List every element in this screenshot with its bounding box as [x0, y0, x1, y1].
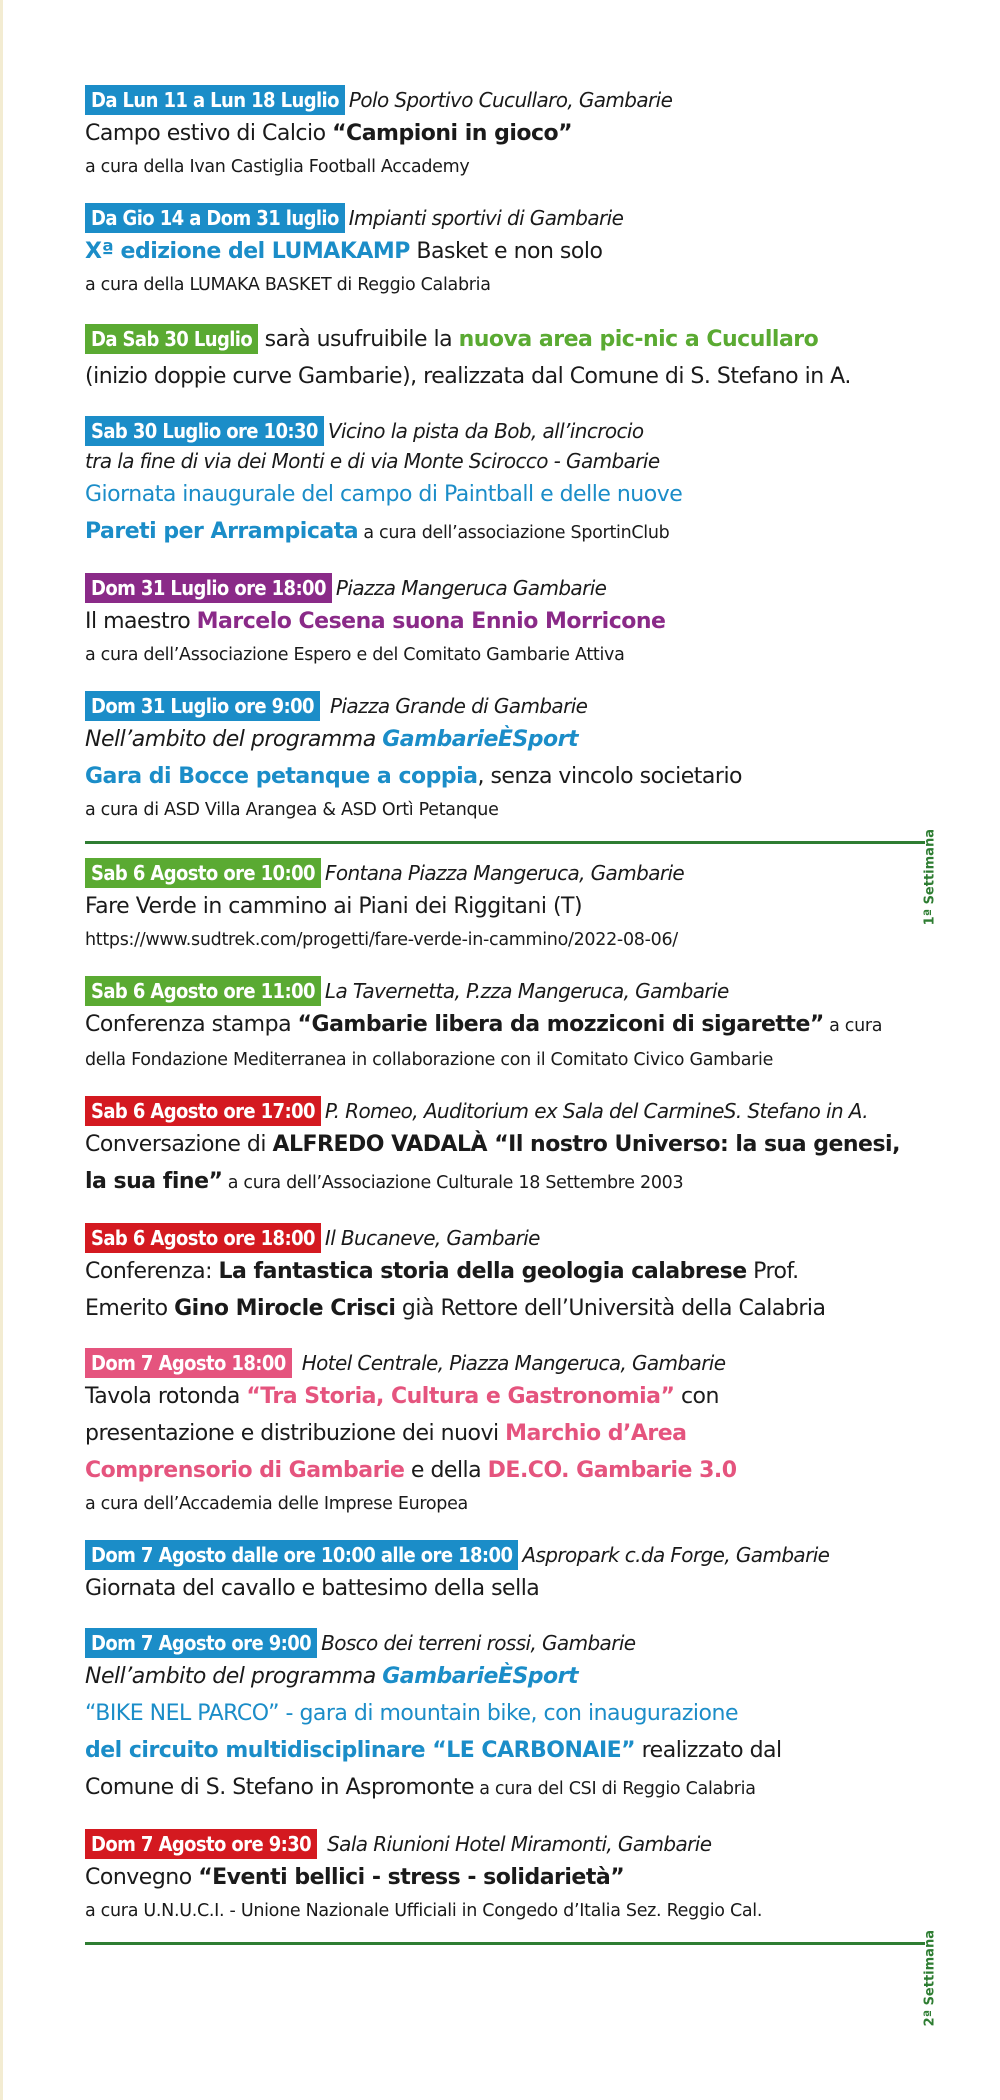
event-title: Xª edizione del LUMAKAMP	[85, 239, 410, 264]
event-text: Il maestro	[85, 609, 197, 634]
event-item	[85, 976, 925, 1075]
event-organizer: a cura dell’associazione SportinClub	[358, 523, 670, 543]
event-title: Giornata inaugurale del campo di Paintball e delle nuove	[85, 482, 683, 507]
event-location: Hotel Centrale, Piazza Mangeruca, Gambarie	[301, 1351, 726, 1375]
event-title: Gara di Bocce petanque a coppia	[85, 764, 478, 789]
event-text: realizzato dal	[635, 1738, 782, 1763]
event-title: ALFREDO VADALÀ “Il nostro Universo: la sua genesi,	[272, 1132, 900, 1157]
event-item	[85, 321, 925, 395]
week-label: 2ª Settimana	[922, 1930, 937, 2027]
event-location: Impianti sportivi di Gambarie	[348, 206, 624, 230]
event-item	[85, 416, 925, 552]
page-edge	[0, 0, 3, 2100]
event-date: Dom 7 Agosto 18:00	[85, 1348, 292, 1378]
program-name: GambarieÈSport	[382, 727, 579, 752]
event-organizer: a cura della LUMAKA BASKET di Reggio Calabria	[85, 275, 491, 295]
event-text: Nell’ambito del programma	[85, 727, 383, 752]
speaker-name: Gino Mirocle Crisci	[174, 1296, 396, 1321]
event-text: Prof.	[746, 1259, 799, 1284]
event-title: “Campioni in gioco”	[332, 121, 573, 146]
event-item	[85, 85, 925, 182]
event-text: Convegno	[85, 1865, 199, 1890]
event-item	[85, 573, 925, 670]
event-location: Fontana Piazza Mangeruca, Gambarie	[324, 861, 685, 885]
event-text: Conversazione di	[85, 1132, 273, 1157]
event-date: Sab 6 Agosto ore 17:00	[85, 1096, 321, 1126]
event-text: Emerito	[85, 1296, 175, 1321]
event-organizer: a cura U.N.U.C.I. - Unione Nazionale Ufficiali in Congedo d’Italia Sez. Reggio Cal.	[85, 1901, 763, 1921]
event-date: Dom 7 Agosto dalle ore 10:00 alle ore 18:00	[85, 1540, 518, 1570]
event-location: P. Romeo, Auditorium ex Sala del CarmineS. Stefano in A.	[324, 1099, 869, 1123]
event-location: Il Bucaneve, Gambarie	[324, 1226, 540, 1250]
event-organizer: a cura di ASD Villa Arangea & ASD Ortì Petanque	[85, 800, 499, 820]
event-highlight: Comprensorio di Gambarie	[85, 1458, 405, 1483]
event-text: , senza vincolo societario	[477, 764, 743, 789]
event-item	[85, 691, 925, 825]
event-link[interactable]: https://www.sudtrek.com/progetti/fare-verde-in-cammino/2022-08-06/	[85, 930, 678, 950]
event-title: Fare Verde in cammino ai Piani dei Riggitani (T)	[85, 894, 583, 919]
event-location: Bosco dei terreni rossi, Gambarie	[321, 1631, 636, 1655]
event-item	[85, 1348, 925, 1519]
event-text: Campo estivo di Calcio	[85, 121, 333, 146]
week-label: 1ª Settimana	[922, 829, 937, 926]
event-highlight: DE.CO. Gambarie 3.0	[487, 1458, 737, 1483]
event-location: Vicino la pista da Bob, all’incrocio	[327, 419, 644, 443]
event-title: “Gambarie libera da mozziconi di sigarette”	[297, 1012, 824, 1037]
event-organizer: della Fondazione Mediterranea in collaborazione con il Comitato Civico Gambarie	[85, 1050, 774, 1070]
event-item	[85, 1829, 925, 1926]
event-item	[85, 858, 925, 955]
event-text: Tavola rotonda	[85, 1384, 247, 1409]
event-title: nuova area pic-nic a Cucullaro	[458, 327, 819, 352]
event-item	[85, 203, 925, 300]
event-title: del circuito multidisciplinare “LE CARBONAIE”	[85, 1738, 636, 1763]
event-date: Dom 31 Luglio ore 9:00	[85, 691, 320, 721]
event-text: presentazione e distribuzione dei nuovi	[85, 1421, 506, 1446]
event-item	[85, 1096, 925, 1202]
event-item	[85, 1628, 925, 1808]
event-organizer: a cura	[823, 1016, 883, 1036]
event-text: Comune di S. Stefano in Aspromonte	[85, 1775, 474, 1800]
event-program	[85, 85, 937, 2027]
event-text: Giornata del cavallo e battesimo della sella	[85, 1576, 540, 1601]
event-location: Sala Riunioni Hotel Miramonti, Gambarie	[327, 1832, 712, 1856]
event-item	[85, 1223, 925, 1327]
event-date: Dom 7 Agosto ore 9:30	[85, 1829, 317, 1859]
event-location: Piazza Mangeruca Gambarie	[335, 576, 607, 600]
event-organizer: a cura della Ivan Castiglia Football Accademy	[85, 157, 470, 177]
event-title: la sua fine”	[85, 1169, 223, 1194]
event-location: Piazza Grande di Gambarie	[329, 694, 588, 718]
event-date: Dom 7 Agosto ore 9:00	[85, 1628, 317, 1658]
event-location-detail: tra la fine di via dei Monti e di via Monte Scirocco - Gambarie	[85, 449, 660, 473]
event-date: Da Sab 30 Luglio	[85, 324, 258, 354]
event-text: già Rettore dell’Università della Calabria	[395, 1296, 826, 1321]
event-text: (inizio doppie curve Gambarie), realizzata dal Comune di S. Stefano in A.	[85, 364, 851, 389]
event-title: “Tra Storia, Cultura e Gastronomia”	[246, 1384, 675, 1409]
event-title: Pareti per Arrampicata	[85, 519, 359, 544]
program-name: GambarieÈSport	[382, 1664, 579, 1689]
event-date: Da Gio 14 a Dom 31 luglio	[85, 203, 345, 233]
event-text: sarà usufruibile la	[258, 327, 459, 352]
event-text: con	[674, 1384, 719, 1409]
event-highlight: Marchio d’Area	[505, 1421, 687, 1446]
event-date: Sab 6 Agosto ore 11:00	[85, 976, 321, 1006]
event-date: Sab 6 Agosto ore 18:00	[85, 1223, 321, 1253]
event-text: Conferenza stampa	[85, 1012, 298, 1037]
event-location: La Tavernetta, P.zza Mangeruca, Gambarie	[324, 979, 729, 1003]
event-date: Da Lun 11 a Lun 18 Luglio	[85, 85, 345, 115]
event-organizer: a cura dell’Associazione Culturale 18 Settembre 2003	[222, 1173, 684, 1193]
event-title: Marcelo Cesena suona Ennio Morricone	[196, 609, 666, 634]
event-date: Sab 30 Luglio ore 10:30	[85, 416, 324, 446]
event-title: La fantastica storia della geologia calabrese	[218, 1259, 747, 1284]
event-organizer: a cura del CSI di Reggio Calabria	[473, 1779, 756, 1799]
event-date: Sab 6 Agosto ore 10:00	[85, 858, 321, 888]
event-item	[85, 1540, 925, 1607]
event-text: Basket e non solo	[409, 239, 603, 264]
event-date: Dom 31 Luglio ore 18:00	[85, 573, 332, 603]
event-text: Nell’ambito del programma	[85, 1664, 383, 1689]
event-organizer: a cura dell’Accademia delle Imprese Europea	[85, 1494, 468, 1514]
event-location: Polo Sportivo Cucullaro, Gambarie	[348, 88, 673, 112]
event-title: “Eventi bellici - stress - solidarietà”	[198, 1865, 625, 1890]
event-text: e della	[404, 1458, 488, 1483]
event-text: Conferenza:	[85, 1259, 219, 1284]
event-location: Aspropark c.da Forge, Gambarie	[522, 1543, 830, 1567]
event-title: “BIKE NEL PARCO” - gara di mountain bike, con inaugurazione	[85, 1701, 738, 1726]
event-organizer: a cura dell’Associazione Espero e del Comitato Gambarie Attiva	[85, 645, 625, 665]
